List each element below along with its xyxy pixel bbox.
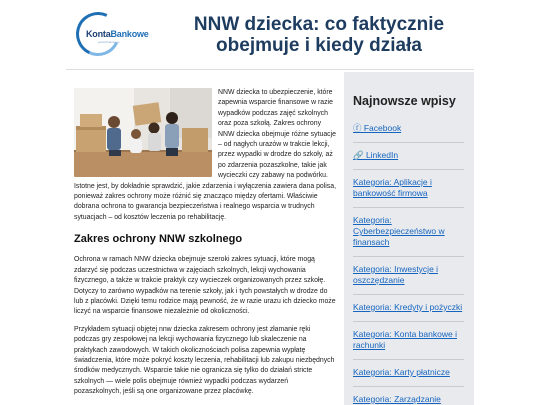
sidebar-link[interactable]: Kategoria: Inwestycje i oszczędzanie xyxy=(353,264,439,285)
sidebar-item-category[interactable] xyxy=(353,321,464,359)
intro-paragraph: NNW dziecka to ubezpieczenie, które zapewnia wsparcie finansowe w razie wypadków podczas zajęć szkolnych oraz poza szkołą. Zakres ochrony NNW dziecka obejmuje różne sytuacje – od nagłych urazów w trakcie lekcji, przez wypadki w drodze do szkoły, aż po zdarzenia pozaszkolne, takie jak wycieczki czy zabawy na podwórku. Istotne jest, by dokładnie sprawdzić, jakie zdarzenia i wyłączenia zawiera dana polisa, ponieważ zakres ochrony może różnić się znacząco między ofertami. Właściwie dobrana ochrona to gwarancja bezpieczeństwa i realnego wsparcia w trudnych sytuacjach – od kosztów leczenia po rehabilitację. xyxy=(74,89,336,221)
sidebar-link[interactable]: Kategoria: Cyberbezpieczeństwo w finansach xyxy=(353,215,445,247)
article-body xyxy=(74,88,336,405)
article-paragraph: Ochrona w ramach NNW dziecka obejmuje szeroki zakres sytuacji, które mogą zdarzyć się podczas uczestnictwa w zajęciach szkolnych, lekcji wychowania fizycznego, a także w trakcie praktyk czy wycieczek organizowanych przez szkołę. Dotyczy to zarówno wypadków na terenie szkoły, jak i tych powstałych w drodze do lub z placówki. Dzięki temu rodzice mają pewność, że w razie urazu ich dziecko może liczyć na wsparcie finansowe niezależnie od okoliczności. xyxy=(74,256,336,316)
sidebar-link[interactable]: 🔗 LinkedIn xyxy=(353,150,399,160)
sidebar-link[interactable]: Kategoria: Konta bankowe i rachunki xyxy=(353,329,457,350)
page xyxy=(66,0,474,405)
family-moving-illustration xyxy=(74,88,212,177)
sidebar-item-category[interactable] xyxy=(353,294,464,321)
site-logo[interactable] xyxy=(74,12,154,56)
sidebar-item-category[interactable] xyxy=(353,256,464,294)
sidebar-item-category[interactable] xyxy=(353,207,464,256)
sidebar-item-category[interactable] xyxy=(353,359,464,386)
site-header xyxy=(66,0,474,70)
sidebar-item-category[interactable] xyxy=(353,169,464,207)
page-title: NNW dziecka: co faktycznie obejmuje i kiedy działa xyxy=(193,14,445,56)
article-paragraph: Przykładem sytuacji objętej nnw dziecka zakresem ochrony jest złamanie ręki podczas gry zespołowej na lekcji wychowania fizycznego lub skaleczenie na praktykach zawodowych. W takich okolicznościach polisa zapewnia wypłatę świadczenia, które może pokryć koszty leczenia, rehabilitacji lub zakupu niezbędnych środków medycznych. Wsparcie takie nie ogranicza się tylko do działań stricte szkolnych — wiele polis obejmuje również wypadki podczas wydarzeń pozaszkolnych, jeśli są one organizowane przez placówkę. xyxy=(74,325,335,396)
sidebar-link[interactable]: Kategoria: Kredyty i pożyczki xyxy=(353,302,463,312)
sidebar-item-facebook[interactable] xyxy=(353,123,464,142)
sidebar-heading: Najnowsze wpisy xyxy=(353,94,456,108)
sidebar-list xyxy=(344,109,474,405)
sidebar-item-category[interactable] xyxy=(353,386,464,405)
section-heading: Zakres ochrony NNW szkolnego xyxy=(74,233,243,246)
hero-image xyxy=(74,88,212,177)
sidebar-item-linkedin[interactable] xyxy=(353,142,464,169)
logo-text: KontaBankowe xyxy=(86,29,149,39)
sidebar-link[interactable]: Kategoria: Zarządzanie xyxy=(353,394,441,404)
sidebar xyxy=(344,72,474,405)
logo-subtitle: portal finansowy xyxy=(98,40,120,44)
sidebar-link[interactable]: ⓕ Facebook xyxy=(353,123,402,133)
sidebar-link[interactable]: Kategoria: Aplikacje i bankowość firmowa xyxy=(353,177,432,198)
sidebar-link[interactable]: Kategoria: Karty płatnicze xyxy=(353,367,450,377)
